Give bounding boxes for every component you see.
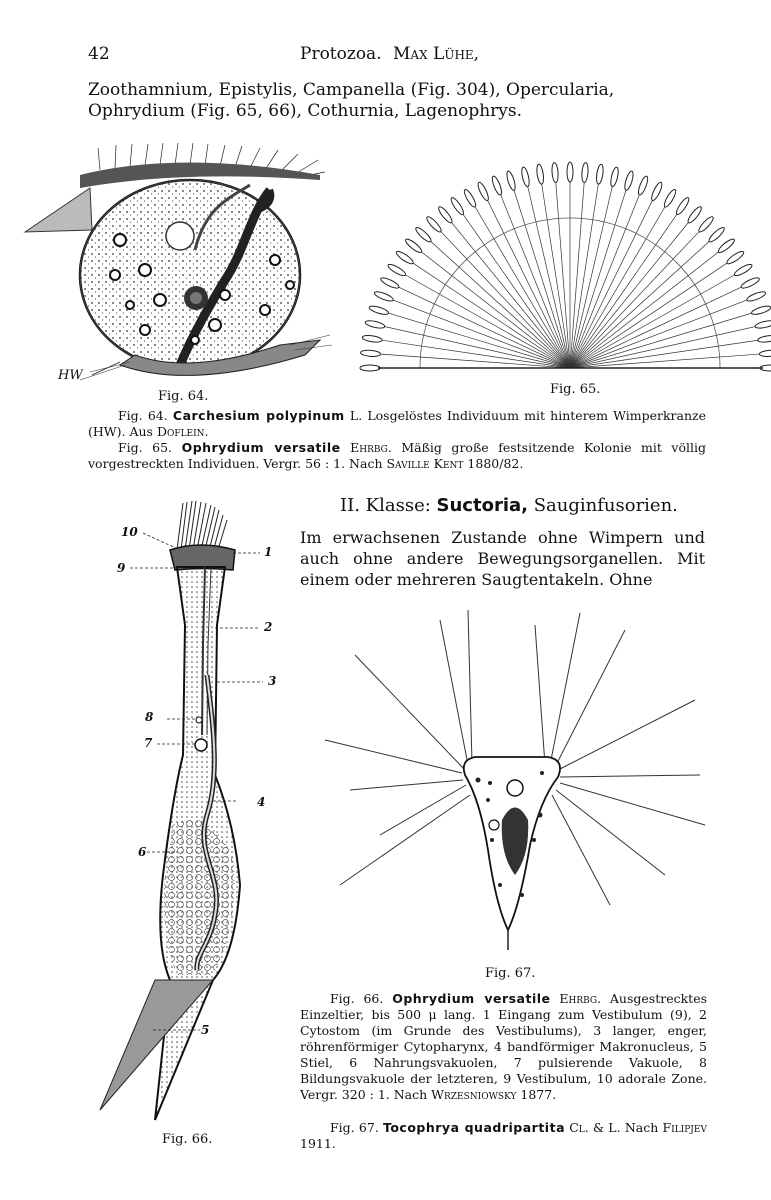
fig66-label-4: 4	[257, 795, 266, 809]
fig64-illustration	[20, 140, 340, 385]
fig66-label-10: 10	[121, 525, 138, 539]
fig67-caption	[300, 1120, 707, 1152]
fig64-caption-source: Doflein.	[156, 424, 209, 439]
fig66-caption	[300, 991, 707, 1103]
fig66-caption-prefix: Fig. 66.	[330, 991, 384, 1006]
fig65-caption-source: Saville Kent	[386, 456, 464, 471]
fig66-label-3: 3	[268, 674, 277, 688]
fig64-caption-prefix: Fig. 64.	[118, 408, 168, 423]
fig67-caption-species: Tocophrya quadripartita	[382, 1120, 566, 1135]
fig64-caption	[88, 408, 706, 440]
fig64-caption-authority: L.	[349, 408, 363, 423]
fig65-caption	[88, 440, 706, 472]
fig66-label: Fig. 66.	[162, 1132, 213, 1147]
fig66-caption-text: Ausgestrecktes Einzeltier, bis 500 μ lang. 1 Eingang zum Vestibulum (9), 2 Cytostom (im Grunde des Vestibulums), 3 langer, enger, röhrenförmiger Cytopharynx, 4 bandförmiger Makronucleus, 5 Stiel, 6 Nahrungsvakuolen, 7 pulsierende Vakuole, 8 Bildungsvakuole der letzteren, 9 Vestibulum, 10 adorale Zone. Vergr. 320 : 1. Nach	[300, 991, 708, 1102]
fig67-caption-text: Nach	[624, 1120, 659, 1135]
fig66-label-8: 8	[145, 710, 154, 724]
fig66-label-2: 2	[264, 620, 273, 634]
fig66-caption-source: Wrzesniowsky	[431, 1087, 517, 1102]
fig66-caption-authority: Ehrbg.	[559, 991, 602, 1006]
running-title: Protozoa.	[300, 44, 382, 64]
fig64-label: Fig. 64.	[158, 389, 209, 404]
fig66-label-7: 7	[144, 736, 153, 750]
fig66-label-6: 6	[138, 845, 147, 859]
fig66-caption-species: Ophrydium versatile	[392, 991, 551, 1006]
running-author: Max Lühe,	[393, 44, 480, 64]
running-header	[300, 44, 479, 64]
fig67-caption-year: 1911.	[300, 1136, 336, 1151]
fig64-caption-species: Carchesium polypinum	[172, 408, 345, 423]
fig65-caption-authority: Ehrbg.	[350, 440, 392, 455]
intro-paragraph: Zoothamnium, Epistylis, Campanella (Fig. 304), Opercularia, Ophrydium (Fig. 65, 66), Cothurnia, Lagenophrys.	[88, 80, 615, 121]
fig64-hw-marker: HW	[58, 368, 83, 383]
section-class-name: Suctoria,	[436, 495, 528, 516]
fig66-label-1: 1	[264, 545, 273, 559]
fig67-label: Fig. 67.	[485, 966, 536, 981]
fig67-illustration	[320, 605, 710, 950]
fig66-illustration	[95, 495, 305, 1125]
fig67-caption-prefix: Fig. 67.	[330, 1120, 379, 1135]
fig65-label: Fig. 65.	[550, 382, 601, 397]
fig66-label-9: 9	[117, 561, 126, 575]
fig65-caption-species: Ophrydium versatile	[181, 440, 341, 455]
section-class-common: Sauginfusorien.	[533, 495, 678, 516]
fig65-illustration	[378, 150, 763, 375]
fig66-caption-year: 1877.	[520, 1087, 557, 1102]
fig66-label-5: 5	[201, 1023, 210, 1037]
page-number: 42	[88, 44, 110, 64]
section-heading	[340, 495, 678, 516]
fig67-caption-authority: Cl. & L.	[569, 1120, 621, 1135]
section-class-label: II. Klasse:	[340, 495, 431, 516]
fig67-caption-source: Filipjev	[662, 1120, 707, 1135]
fig65-caption-text: Mäßig große festsitzende Kolonie mit völlig vorgestreckten Individuen. Vergr. 56 : 1. Nach	[88, 440, 707, 471]
fig65-caption-prefix: Fig. 65.	[118, 440, 173, 455]
fig64-caption-text: Losgelöstes Individuum mit hinterem Wimperkranze (HW). Aus	[88, 408, 706, 439]
section-body: Im erwachsenen Zustande ohne Wimpern und auch ohne andere Bewegungsorganellen. Mit einem oder mehreren Saugtentakeln. Ohne	[300, 528, 705, 589]
fig65-caption-year: 1880/82.	[467, 456, 524, 471]
